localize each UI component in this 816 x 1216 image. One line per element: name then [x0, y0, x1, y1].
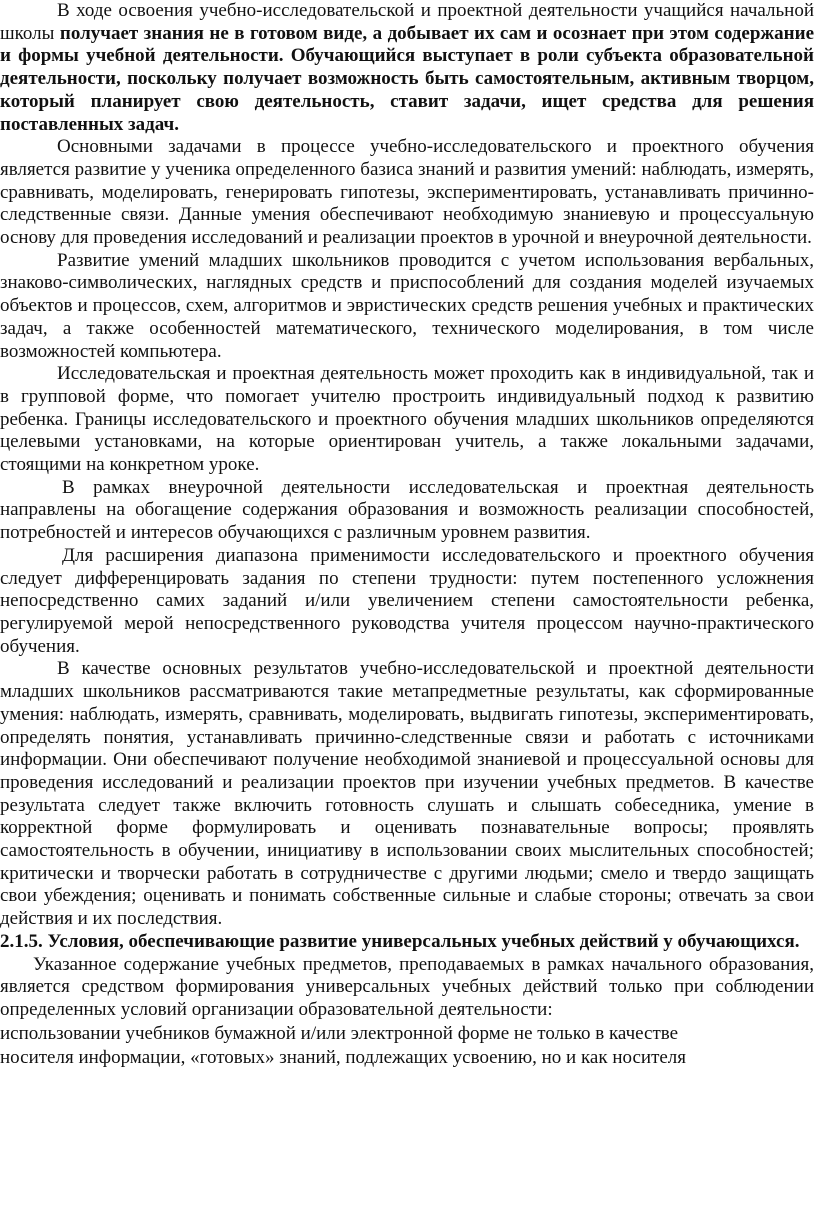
paragraph-2: Основными задачами в процессе учебно-исследовательского и проектного обучения является развитие у ученика определенного базиса знаний и развития умений: наблюдать, измерять, сравнивать, моделировать, генерировать гипотезы, экспериментировать, устанавливать причинно-следственные связи. Данные умения обеспечивают необходимую знаниевую и процессуальную основу для проведения исследований и реализации проектов в урочной и внеурочной деятельности.: [0, 136, 814, 249]
paragraph-1-emphasis: получает знания не в готовом виде, а добывает их сам и осознает при этом содержание и формы учебной деятельности. Обучающийся выступает в роли субъекта образовательной деятельности, поскольку получает возможность быть самостоятельным, активным творцом, который планирует свою деятельность, ставит задачи, ищет средства для решения поставленных задач.: [0, 22, 814, 135]
paragraph-7: В качестве основных результатов учебно-исследовательской и проектной деятельности младших школьников рассматриваются такие метапредметные результаты, как сформированные умения: наблюдать, измерять, сравнивать, моделировать, выдвигать гипотезы, экспериментировать, определять понятия, устанавливать причинно-следственные связи и работать с источниками информации. Они обеспечивают получение необходимой знаниевой и процессуальной основы для проведения исследований и реализации проектов при изучении учебных предметов. В качестве результата следует также включить готовность слушать и слышать собеседника, умение в корректной форме формулировать и оценивать познавательные вопросы; проявлять самостоятельность в обучении, инициативу в использовании своих мыслительных способностей; критически и творчески работать в сотрудничестве с другими людьми; смело и твердо защищать свои убеждения; оценивать и понимать собственные сильные и слабые стороны; отвечать за свои действия и их последствия.: [0, 658, 814, 930]
paragraph-8: Указанное содержание учебных предметов, преподаваемых в рамках начального образования, является средством формирования универсальных учебных действий только при соблюдении определенных условий организации образовательной деятельности:: [0, 953, 814, 1020]
paragraph-3: Развитие умений младших школьников проводится с учетом использования вербальных, знаково-символических, наглядных средств и приспособлений для создания моделей изучаемых объектов и процессов, схем, алгоритмов и эвристических средств решения учебных и практических задач, а также особенностей математического, технического моделирования, в том числе возможностей компьютера.: [0, 249, 814, 362]
paragraph-6: Для расширения диапазона применимости исследовательского и проектного обучения следует дифференцировать задания по степени трудности: путем постепенного усложнения непосредственно самих заданий и/или увеличением степени самостоятельности ребенка, регулируемой мерой непосредственного руководства учителя процессом научно-практического обучения.: [0, 544, 814, 657]
section-heading: 2.1.5. Условия, обеспечивающие развитие универсальных учебных действий у обучающихся.: [0, 930, 800, 952]
paragraph-4: Исследовательская и проектная деятельность может проходить как в индивидуальной, так и в групповой форме, что помогает учителю простроить индивидуальный подход к развитию ребенка. Границы исследовательского и проектного обучения младших школьников определяются целевыми установками, на которые ориентирован учитель, а также локальными задачами, стоящими на конкретном уроке.: [0, 363, 814, 476]
paragraph-5: В рамках внеурочной деятельности исследовательская и проектная деятельность направлены на обогащение содержания образования и возможность реализации способностей, потребностей и интересов обучающихся с различным уровнем развития.: [0, 476, 814, 544]
paragraph-1-lead: В ходе освоения учебно-исследовательской и проектной деятельности учащийся начальной школы: [0, 0, 814, 44]
final-line-2: носителя информации, «готовых» знаний, подлежащих усвоению, но и как носителя: [0, 1047, 687, 1069]
final-line-1: использовании учебников бумажной и/или электронной форме не только в качестве: [0, 1022, 679, 1044]
paragraph-1: [0, 0, 814, 136]
